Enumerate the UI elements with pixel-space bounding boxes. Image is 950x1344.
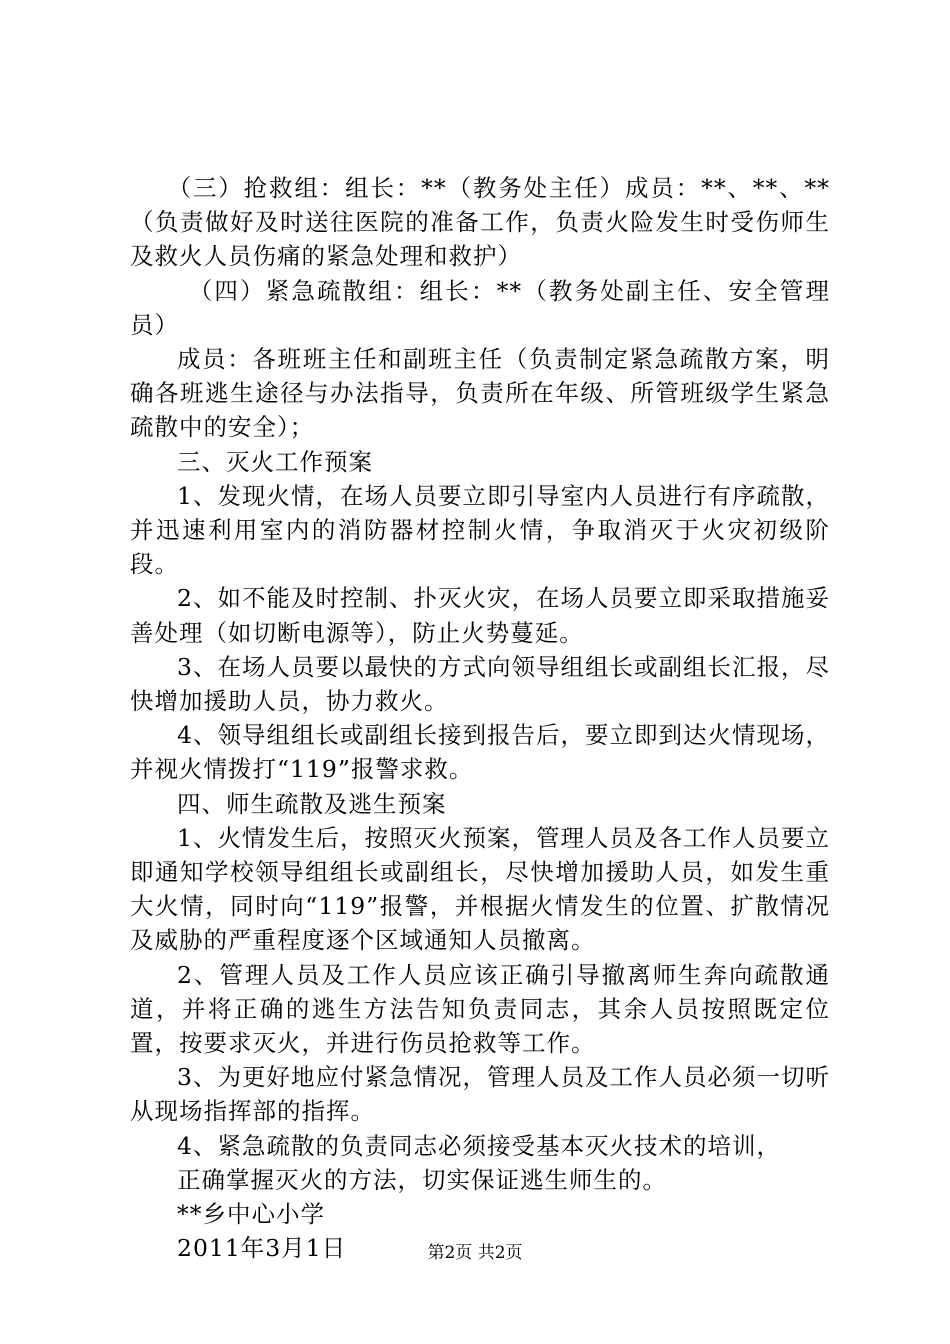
paragraph-evacuation-3: 3、为更好地应付紧急情况，管理人员及工作人员必须一切听从现场指挥部的指挥。 bbox=[130, 1063, 830, 1126]
paragraph-evacuation-group: （四）紧急疏散组：组长：**（教务处副主任、安全管理员） bbox=[130, 276, 830, 339]
signature-date: 2011年3月1日 bbox=[177, 1234, 347, 1263]
paragraph-evacuation-4: 4、紧急疏散的负责同志必须接受基本灭火技术的培训， bbox=[177, 1131, 781, 1160]
section-heading-fire-plan: 三、灭火工作预案 bbox=[177, 447, 373, 476]
paragraph-evacuation-4-cont: 正确掌握灭火的方法，切实保证逃生师生的。 bbox=[177, 1165, 667, 1194]
paragraph-fire-plan-4: 4、领导组组长或副组长接到报告后，要立即到达火情现场，并视火情拨打“119”报警求救。 bbox=[130, 721, 830, 784]
paragraph-fire-plan-2: 2、如不能及时控制、扑灭火灾，在场人员要立即采取措施妥善处理（如切断电源等），防止火势蔓延。 bbox=[130, 584, 830, 647]
paragraph-evacuation-1: 1、火情发生后，按照灭火预案，管理人员及各工作人员要立即通知学校领导组组长或副组长，尽快增加援助人员，如发生重大火情，同时向“119”报警，并根据火情发生的位置、扩散情况及威胁的严重程度逐个区域通知人员撤离。 bbox=[130, 823, 830, 955]
signature-organization: **乡中心小学 bbox=[177, 1200, 325, 1229]
paragraph-fire-plan-1: 1、发现火情，在场人员要立即引导室内人员进行有序疏散，并迅速利用室内的消防器材控制火情，争取消灭于火灾初级阶段。 bbox=[130, 481, 830, 579]
section-heading-evacuation-plan: 四、师生疏散及逃生预案 bbox=[177, 789, 447, 818]
paragraph-fire-plan-3: 3、在场人员要以最快的方式向领导组组长或副组长汇报，尽快增加援助人员，协力救火。 bbox=[130, 652, 830, 716]
paragraph-evacuation-members: 成员：各班班主任和副班主任（负责制定紧急疏散方案，明确各班逃生途径与办法指导，负责所在年级、所管班级学生紧急疏散中的安全）； bbox=[130, 345, 830, 442]
paragraph-rescue-group: （三）抢救组：组长：**（教务处主任）成员：**、**、**（负责做好及时送往医院的准备工作，负责火险发生时受伤师生及救火人员伤痛的紧急处理和救护） bbox=[130, 174, 830, 271]
page-footer: 第2页 共2页 bbox=[427, 1243, 523, 1263]
document-body bbox=[130, 171, 830, 1266]
paragraph-evacuation-2: 2、管理人员及工作人员应该正确引导撤离师生奔向疏散通道，并将正确的逃生方法告知负责同志，其余人员按照既定位置，按要求灭火，并进行伤员抢救等工作。 bbox=[130, 960, 830, 1058]
